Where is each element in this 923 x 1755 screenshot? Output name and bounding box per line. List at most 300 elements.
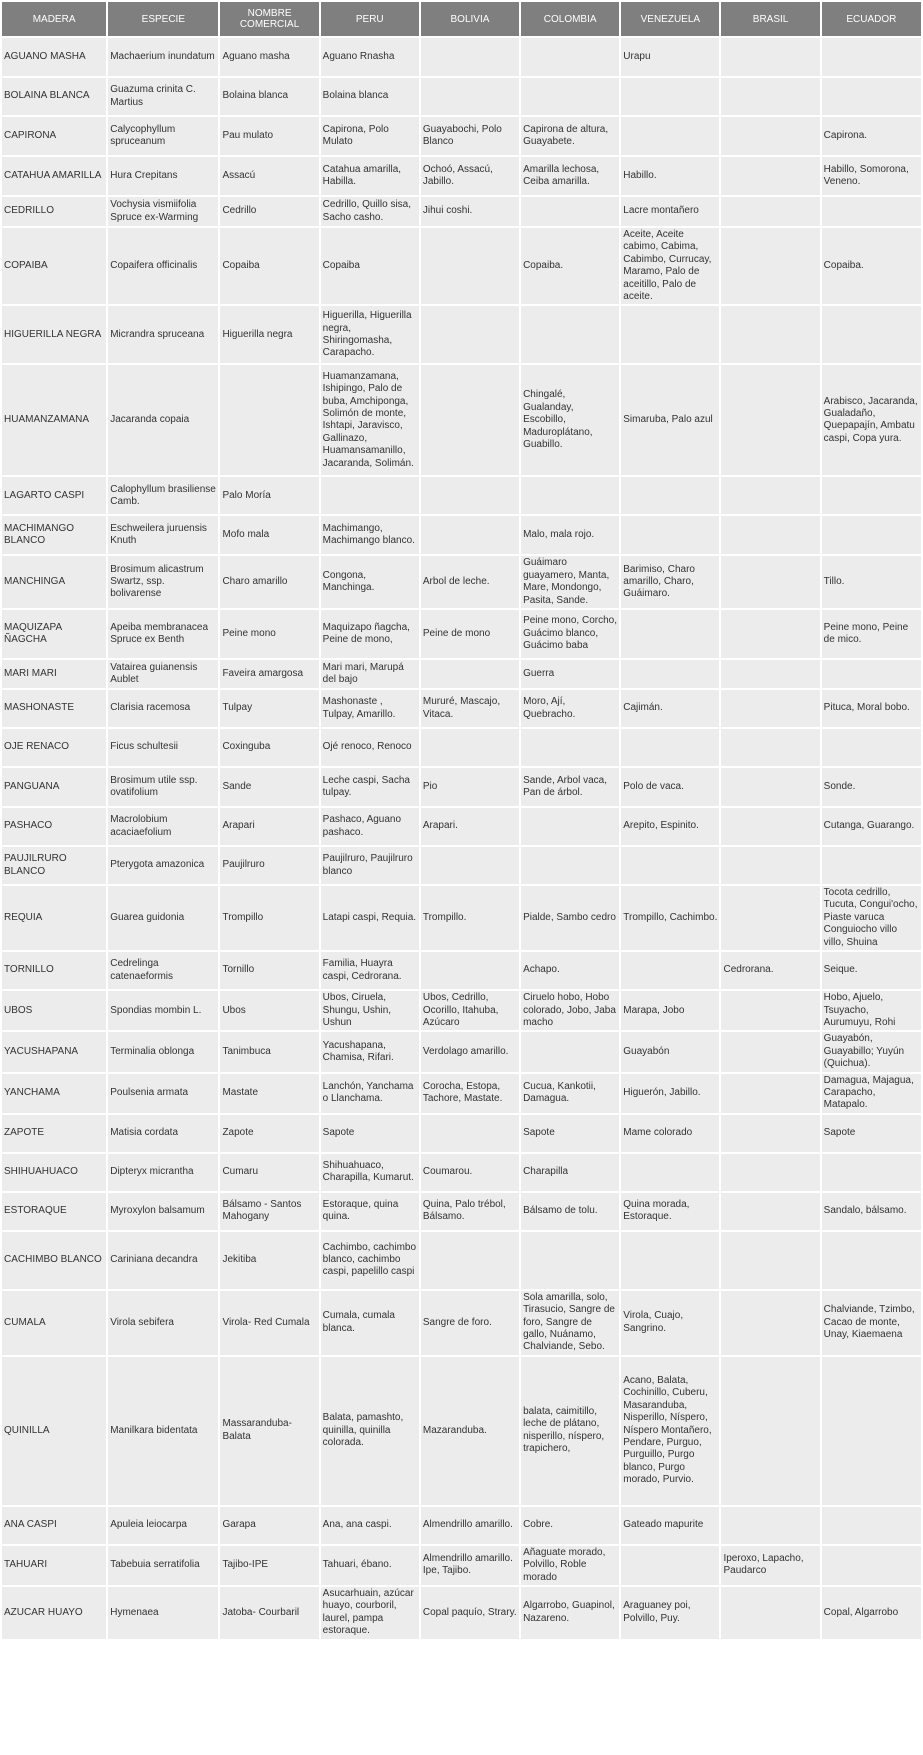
cell-venezuela [621,729,719,766]
table-row [2,847,921,884]
cell-nombre-comercial: Assacú [220,157,318,195]
cell-colombia: Pialde, Sambo cedro [521,886,619,950]
cell-bolivia: Verdolago amarillo. [421,1032,519,1071]
header-ecuador: ECUADOR [822,2,921,36]
cell-colombia [521,477,619,514]
cell-madera: ESTORAQUE [2,1193,106,1230]
cell-nombre-comercial: Charo amarillo [220,556,318,608]
cell-bolivia: Sangre de foro. [421,1291,519,1355]
cell-brasil [721,1115,819,1152]
cell-colombia [521,38,619,76]
cell-venezuela: Higuerón, Jabillo. [621,1074,719,1113]
cell-peru: Tahuari, ébano. [321,1546,419,1585]
cell-madera: TAHUARI [2,1546,106,1585]
table-row [2,1074,921,1113]
cell-venezuela: Lacre montañero [621,197,719,226]
cell-especie: Hura Crepitans [108,157,218,195]
cell-especie: Pterygota amazonica [108,847,218,884]
cell-nombre-comercial: Zapote [220,1115,318,1152]
cell-venezuela [621,78,719,115]
cell-peru: Congona, Manchinga. [321,556,419,608]
cell-nombre-comercial [220,365,318,475]
table-row [2,1507,921,1544]
cell-nombre-comercial: Mastate [220,1074,318,1113]
table-row [2,768,921,806]
cell-peru: Ubos, Ciruela, Shungu, Ushin, Ushun [321,991,419,1030]
cell-nombre-comercial: Copaiba [220,228,318,304]
cell-nombre-comercial: Virola- Red Cumala [220,1291,318,1355]
cell-especie: Cedrelinga catenaeformis [108,952,218,989]
cell-peru: Lanchón, Yanchama o Llanchama. [321,1074,419,1113]
cell-peru: Familia, Huayra caspi, Cedrorana. [321,952,419,989]
cell-bolivia [421,516,519,554]
cell-ecuador [822,1232,921,1289]
cell-brasil: Iperoxo, Lapacho, Paudarco [721,1546,819,1585]
cell-colombia: Capirona de altura, Guayabete. [521,117,619,155]
cell-especie: Myroxylon balsamum [108,1193,218,1230]
cell-especie: Micrandra spruceana [108,306,218,363]
cell-bolivia [421,477,519,514]
cell-nombre-comercial: Tulpay [220,690,318,727]
table-row [2,157,921,195]
table-row [2,365,921,475]
cell-bolivia: Mazaranduba. [421,1357,519,1505]
cell-nombre-comercial: Tajibo-IPE [220,1546,318,1585]
cell-ecuador: Guayabón, Guayabillo; Yuyún (Quichua). [822,1032,921,1071]
cell-especie: Brosimum alicastrum Swartz, ssp. bolivarense [108,556,218,608]
cell-venezuela: Acano, Balata, Cochinillo, Cuberu, Masaranduba, Nisperillo, Níspero, Níspero Montañero, Pendare, Purguo, Purguillo, Purgo blanco, Purgo morado, Purvio. [621,1357,719,1505]
cell-nombre-comercial: Faveira amargosa [220,660,318,688]
header-bolivia: BOLIVIA [421,2,519,36]
cell-venezuela: Aceite, Aceite cabimo, Cabima, Cabimbo, Currucay, Maramo, Palo de aceitillo, Palo de aceite. [621,228,719,304]
cell-nombre-comercial: Tanimbuca [220,1032,318,1071]
cell-madera: BOLAINA BLANCA [2,78,106,115]
cell-brasil [721,847,819,884]
cell-nombre-comercial: Trompillo [220,886,318,950]
cell-venezuela: Polo de vaca. [621,768,719,806]
cell-nombre-comercial: Massaranduba- Balata [220,1357,318,1505]
cell-brasil [721,1232,819,1289]
table-row [2,1587,921,1639]
cell-madera: PAUJILRURO BLANCO [2,847,106,884]
cell-bolivia: Arapari. [421,808,519,845]
cell-peru: Shihuahuaco, Charapilla, Kumarut. [321,1154,419,1191]
cell-ecuador: Sandalo, bálsamo. [822,1193,921,1230]
cell-colombia: Malo, mala rojo. [521,516,619,554]
cell-venezuela: Barimiso, Charo amarillo, Charo, Guáimaro. [621,556,719,608]
cell-madera: HIGUERILLA NEGRA [2,306,106,363]
cell-bolivia: Copal paquío, Strary. [421,1587,519,1639]
cell-especie: Copaifera officinalis [108,228,218,304]
cell-brasil: Cedrorana. [721,952,819,989]
cell-brasil [721,365,819,475]
cell-venezuela: Quina morada, Estoraque. [621,1193,719,1230]
cell-nombre-comercial: Coxinguba [220,729,318,766]
cell-ecuador [822,1357,921,1505]
cell-nombre-comercial: Paujilruro [220,847,318,884]
cell-ecuador: Copal, Algarrobo [822,1587,921,1639]
cell-peru: Balata, pamashto, quinilla, quinilla colorada. [321,1357,419,1505]
cell-peru: Aguano Rnasha [321,38,419,76]
cell-madera: UBOS [2,991,106,1030]
cell-especie: Spondias mombin L. [108,991,218,1030]
cell-venezuela: Virola, Cuajo, Sangrino. [621,1291,719,1355]
cell-colombia: Charapilla [521,1154,619,1191]
cell-madera: CATAHUA AMARILLA [2,157,106,195]
table-row [2,117,921,155]
table-row [2,228,921,304]
cell-brasil [721,610,819,658]
cell-venezuela [621,1546,719,1585]
cell-venezuela: Araguaney poi, Polvillo, Puy. [621,1587,719,1639]
cell-colombia: Ciruelo hobo, Hobo colorado, Jobo, Jaba macho [521,991,619,1030]
cell-brasil [721,886,819,950]
table-body [2,38,921,1639]
cell-madera: COPAIBA [2,228,106,304]
cell-nombre-comercial: Jekitiba [220,1232,318,1289]
cell-colombia: Guáimaro guayamero, Manta, Mare, Mondongo, Pasita, Sande. [521,556,619,608]
cell-colombia [521,306,619,363]
cell-peru: Ojé renoco, Renoco [321,729,419,766]
cell-nombre-comercial: Peine mono [220,610,318,658]
cell-venezuela: Guayabón [621,1032,719,1071]
cell-ecuador [822,516,921,554]
cell-bolivia: Quina, Palo trébol, Bálsamo. [421,1193,519,1230]
cell-bolivia [421,952,519,989]
table-row [2,1357,921,1505]
header-nombre-comercial: NOMBRE COMERCIAL [220,2,318,36]
cell-brasil [721,157,819,195]
table-row [2,38,921,76]
table-row [2,1032,921,1071]
cell-madera: ZAPOTE [2,1115,106,1152]
cell-madera: TORNILLO [2,952,106,989]
cell-nombre-comercial: Palo Moría [220,477,318,514]
cell-nombre-comercial: Sande [220,768,318,806]
cell-venezuela: Trompillo, Cachimbo. [621,886,719,950]
cell-bolivia [421,729,519,766]
cell-ecuador: Capirona. [822,117,921,155]
cell-brasil [721,808,819,845]
header-especie: ESPECIE [108,2,218,36]
cell-madera: SHIHUAHUACO [2,1154,106,1191]
cell-colombia [521,808,619,845]
cell-venezuela: Urapu [621,38,719,76]
cell-venezuela: Mame colorado [621,1115,719,1152]
cell-nombre-comercial: Cedrillo [220,197,318,226]
cell-colombia: Sapote [521,1115,619,1152]
cell-madera: QUINILLA [2,1357,106,1505]
cell-especie: Vochysia vismiifolia Spruce ex-Warming [108,197,218,226]
cell-ecuador [822,477,921,514]
cell-brasil [721,690,819,727]
cell-ecuador [822,78,921,115]
cell-ecuador: Copaiba. [822,228,921,304]
cell-ecuador [822,1546,921,1585]
cell-especie: Cariniana decandra [108,1232,218,1289]
cell-colombia: Achapo. [521,952,619,989]
cell-colombia [521,847,619,884]
cell-venezuela [621,117,719,155]
cell-madera: REQUIA [2,886,106,950]
table-row [2,1546,921,1585]
cell-venezuela [621,952,719,989]
cell-ecuador: Habillo, Somorona, Veneno. [822,157,921,195]
cell-venezuela: Gateado mapurite [621,1507,719,1544]
table-row [2,1232,921,1289]
cell-madera: HUAMANZAMANA [2,365,106,475]
cell-brasil [721,38,819,76]
cell-bolivia [421,1115,519,1152]
cell-madera: MAQUIZAPA ÑAGCHA [2,610,106,658]
cell-colombia: Sola amarilla, solo, Tirasucio, Sangre de foro, Sangre de gallo, Nuánamo, Chalviande, Sebo. [521,1291,619,1355]
cell-brasil [721,729,819,766]
cell-peru: Huamanzamana, Ishipingo, Palo de buba, Amchiponga, Solimón de monte, Ishtapi, Jaravisco, Gallinazo, Huamansamanillo, Jacaranda, Solimán. [321,365,419,475]
cell-bolivia [421,847,519,884]
cell-colombia [521,1032,619,1071]
table-row [2,306,921,363]
table-row [2,690,921,727]
table-row [2,1154,921,1191]
cell-brasil [721,768,819,806]
cell-ecuador [822,1507,921,1544]
cell-madera: MASHONASTE [2,690,106,727]
cell-especie: Calophyllum brasiliense Camb. [108,477,218,514]
cell-peru: Pashaco, Aguano pashaco. [321,808,419,845]
header-brasil: BRASIL [721,2,819,36]
cell-ecuador [822,197,921,226]
cell-nombre-comercial: Pau mulato [220,117,318,155]
cell-venezuela [621,847,719,884]
cell-colombia: Algarrobo, Guapinol, Nazareno. [521,1587,619,1639]
cell-especie: Poulsenia armata [108,1074,218,1113]
cell-nombre-comercial: Jatoba- Courbaril [220,1587,318,1639]
cell-bolivia: Coumarou. [421,1154,519,1191]
cell-peru: Paujilruro, Paujilruro blanco [321,847,419,884]
cell-venezuela [621,1154,719,1191]
cell-especie: Guazuma crinita C. Martius [108,78,218,115]
cell-especie: Matisia cordata [108,1115,218,1152]
cell-ecuador: Sonde. [822,768,921,806]
cell-colombia: Amarilla lechosa, Ceiba amarilla. [521,157,619,195]
cell-venezuela: Simaruba, Palo azul [621,365,719,475]
cell-colombia: Sande, Arbol vaca, Pan de árbol. [521,768,619,806]
cell-ecuador: Sapote [822,1115,921,1152]
cell-bolivia: Almendrillo amarillo. Ipe, Tajibo. [421,1546,519,1585]
cell-peru: Machimango, Machimango blanco. [321,516,419,554]
table-row [2,729,921,766]
cell-ecuador [822,847,921,884]
cell-especie: Virola sebifera [108,1291,218,1355]
cell-bolivia [421,228,519,304]
table-row [2,886,921,950]
cell-bolivia: Almendrillo amarillo. [421,1507,519,1544]
cell-colombia: balata, caimitillo, leche de plátano, nisperillo, níspero, trapichero, [521,1357,619,1505]
cell-peru: Leche caspi, Sacha tulpay. [321,768,419,806]
cell-brasil [721,1587,819,1639]
cell-venezuela [621,610,719,658]
cell-colombia: Peine mono, Corcho, Guácimo blanco, Guácimo baba [521,610,619,658]
cell-ecuador [822,1154,921,1191]
table-row [2,1115,921,1152]
cell-colombia [521,1232,619,1289]
table-row [2,952,921,989]
cell-especie: Ficus schultesii [108,729,218,766]
cell-nombre-comercial: Aguano masha [220,38,318,76]
cell-venezuela [621,660,719,688]
table-row [2,991,921,1030]
cell-ecuador: Chalviande, Tzimbo, Cacao de monte, Unay, Kiaemaena [822,1291,921,1355]
cell-especie: Calycophyllum spruceanum [108,117,218,155]
cell-bolivia: Ubos, Cedrillo, Ocorillo, Itahuba, Azúcaro [421,991,519,1030]
cell-peru: Catahua amarilla, Habilla. [321,157,419,195]
cell-bolivia [421,660,519,688]
cell-brasil [721,1193,819,1230]
cell-bolivia: Jihui coshi. [421,197,519,226]
table-row [2,660,921,688]
cell-bolivia: Ochoó, Assacú, Jabillo. [421,157,519,195]
cell-peru: Asucarhuain, azúcar huayo, courboril, laurel, pampa estoraque. [321,1587,419,1639]
cell-especie: Guarea guidonia [108,886,218,950]
cell-madera: ANA CASPI [2,1507,106,1544]
cell-peru: Bolaina blanca [321,78,419,115]
cell-ecuador [822,660,921,688]
cell-colombia: Cobre. [521,1507,619,1544]
cell-ecuador: Hobo, Ajuelo, Tsuyacho, Aurumuyu, Rohi [822,991,921,1030]
cell-colombia: Moro, Ají, Quebracho. [521,690,619,727]
cell-peru: Capirona, Polo Mulato [321,117,419,155]
cell-especie: Hymenaea [108,1587,218,1639]
cell-ecuador: Cutanga, Guarango. [822,808,921,845]
table-row [2,808,921,845]
cell-brasil [721,228,819,304]
cell-ecuador: Tillo. [822,556,921,608]
cell-nombre-comercial: Bolaina blanca [220,78,318,115]
cell-colombia: Guerra [521,660,619,688]
cell-nombre-comercial: Mofo mala [220,516,318,554]
cell-bolivia: Mururé, Mascajo, Vitaca. [421,690,519,727]
cell-especie: Terminalia oblonga [108,1032,218,1071]
cell-brasil [721,1507,819,1544]
cell-peru: Mari mari, Marupá del bajo [321,660,419,688]
cell-madera: CUMALA [2,1291,106,1355]
cell-nombre-comercial: Tornillo [220,952,318,989]
cell-madera: YACUSHAPANA [2,1032,106,1071]
cell-bolivia: Corocha, Estopa, Tachore, Mastate. [421,1074,519,1113]
cell-bolivia [421,365,519,475]
cell-madera: CACHIMBO BLANCO [2,1232,106,1289]
cell-colombia [521,78,619,115]
cell-bolivia: Arbol de leche. [421,556,519,608]
cell-brasil [721,197,819,226]
cell-colombia: Bálsamo de tolu. [521,1193,619,1230]
cell-ecuador [822,38,921,76]
cell-ecuador [822,729,921,766]
cell-ecuador: Seique. [822,952,921,989]
cell-peru: Estoraque, quina quina. [321,1193,419,1230]
cell-venezuela [621,1232,719,1289]
cell-madera: OJE RENACO [2,729,106,766]
header-colombia: COLOMBIA [521,2,619,36]
table-row [2,197,921,226]
cell-especie: Tabebuia serratifolia [108,1546,218,1585]
cell-madera: PANGUANA [2,768,106,806]
cell-bolivia [421,78,519,115]
cell-colombia: Copaiba. [521,228,619,304]
table-row [2,556,921,608]
cell-especie: Eschweilera juruensis Knuth [108,516,218,554]
cell-brasil [721,1291,819,1355]
cell-madera: LAGARTO CASPI [2,477,106,514]
cell-ecuador: Tocota cedrillo, Tucuta, Congui'ocho, Piaste varuca Conguiocho villo villo, Shuina [822,886,921,950]
cell-peru: Yacushapana, Chamisa, Rifari. [321,1032,419,1071]
cell-ecuador: Peine mono, Peine de mico. [822,610,921,658]
header-row [2,2,921,36]
cell-peru: Maquizapo ñagcha, Peine de mono, [321,610,419,658]
cell-madera: YANCHAMA [2,1074,106,1113]
cell-peru: Ana, ana caspi. [321,1507,419,1544]
cell-colombia: Chingalé, Gualanday, Escobillo, Maduroplátano, Guabillo. [521,365,619,475]
cell-especie: Manilkara bidentata [108,1357,218,1505]
table-row [2,1193,921,1230]
cell-brasil [721,991,819,1030]
cell-peru: Cumala, cumala blanca. [321,1291,419,1355]
cell-brasil [721,1032,819,1071]
cell-colombia: Añaguate morado, Polvillo, Roble morado [521,1546,619,1585]
cell-peru: Cachimbo, cachimbo blanco, cachimbo caspi, papelillo caspi [321,1232,419,1289]
cell-nombre-comercial: Higuerilla negra [220,306,318,363]
header-venezuela: VENEZUELA [621,2,719,36]
cell-especie: Brosimum utile ssp. ovatifolium [108,768,218,806]
table-row [2,1291,921,1355]
cell-nombre-comercial: Bálsamo - Santos Mahogany [220,1193,318,1230]
cell-ecuador: Arabisco, Jacaranda, Gualadaño, Quepapajín, Ambatu caspi, Copa yura. [822,365,921,475]
cell-especie: Macrolobium acaciaefolium [108,808,218,845]
cell-venezuela: Cajimán. [621,690,719,727]
cell-brasil [721,306,819,363]
cell-especie: Machaerium inundatum [108,38,218,76]
cell-ecuador: Pituca, Moral bobo. [822,690,921,727]
cell-colombia [521,197,619,226]
cell-madera: CEDRILLO [2,197,106,226]
cell-madera: CAPIRONA [2,117,106,155]
cell-peru [321,477,419,514]
cell-bolivia [421,38,519,76]
cell-brasil [721,1357,819,1505]
cell-brasil [721,516,819,554]
cell-brasil [721,117,819,155]
table-row [2,477,921,514]
cell-peru: Sapote [321,1115,419,1152]
cell-bolivia [421,306,519,363]
cell-especie: Apuleia leiocarpa [108,1507,218,1544]
cell-venezuela: Arepito, Espinito. [621,808,719,845]
cell-venezuela [621,306,719,363]
cell-bolivia: Pio [421,768,519,806]
cell-bolivia: Trompillo. [421,886,519,950]
cell-brasil [721,477,819,514]
cell-peru: Higuerilla, Higuerilla negra, Shiringomasha, Carapacho. [321,306,419,363]
cell-madera: MACHIMANGO BLANCO [2,516,106,554]
cell-nombre-comercial: Ubos [220,991,318,1030]
cell-madera: MANCHINGA [2,556,106,608]
cell-especie: Clarisia racemosa [108,690,218,727]
header-peru: PERU [321,2,419,36]
cell-madera: MARI MARI [2,660,106,688]
cell-ecuador [822,306,921,363]
table-row [2,516,921,554]
cell-especie: Vatairea guianensis Aublet [108,660,218,688]
